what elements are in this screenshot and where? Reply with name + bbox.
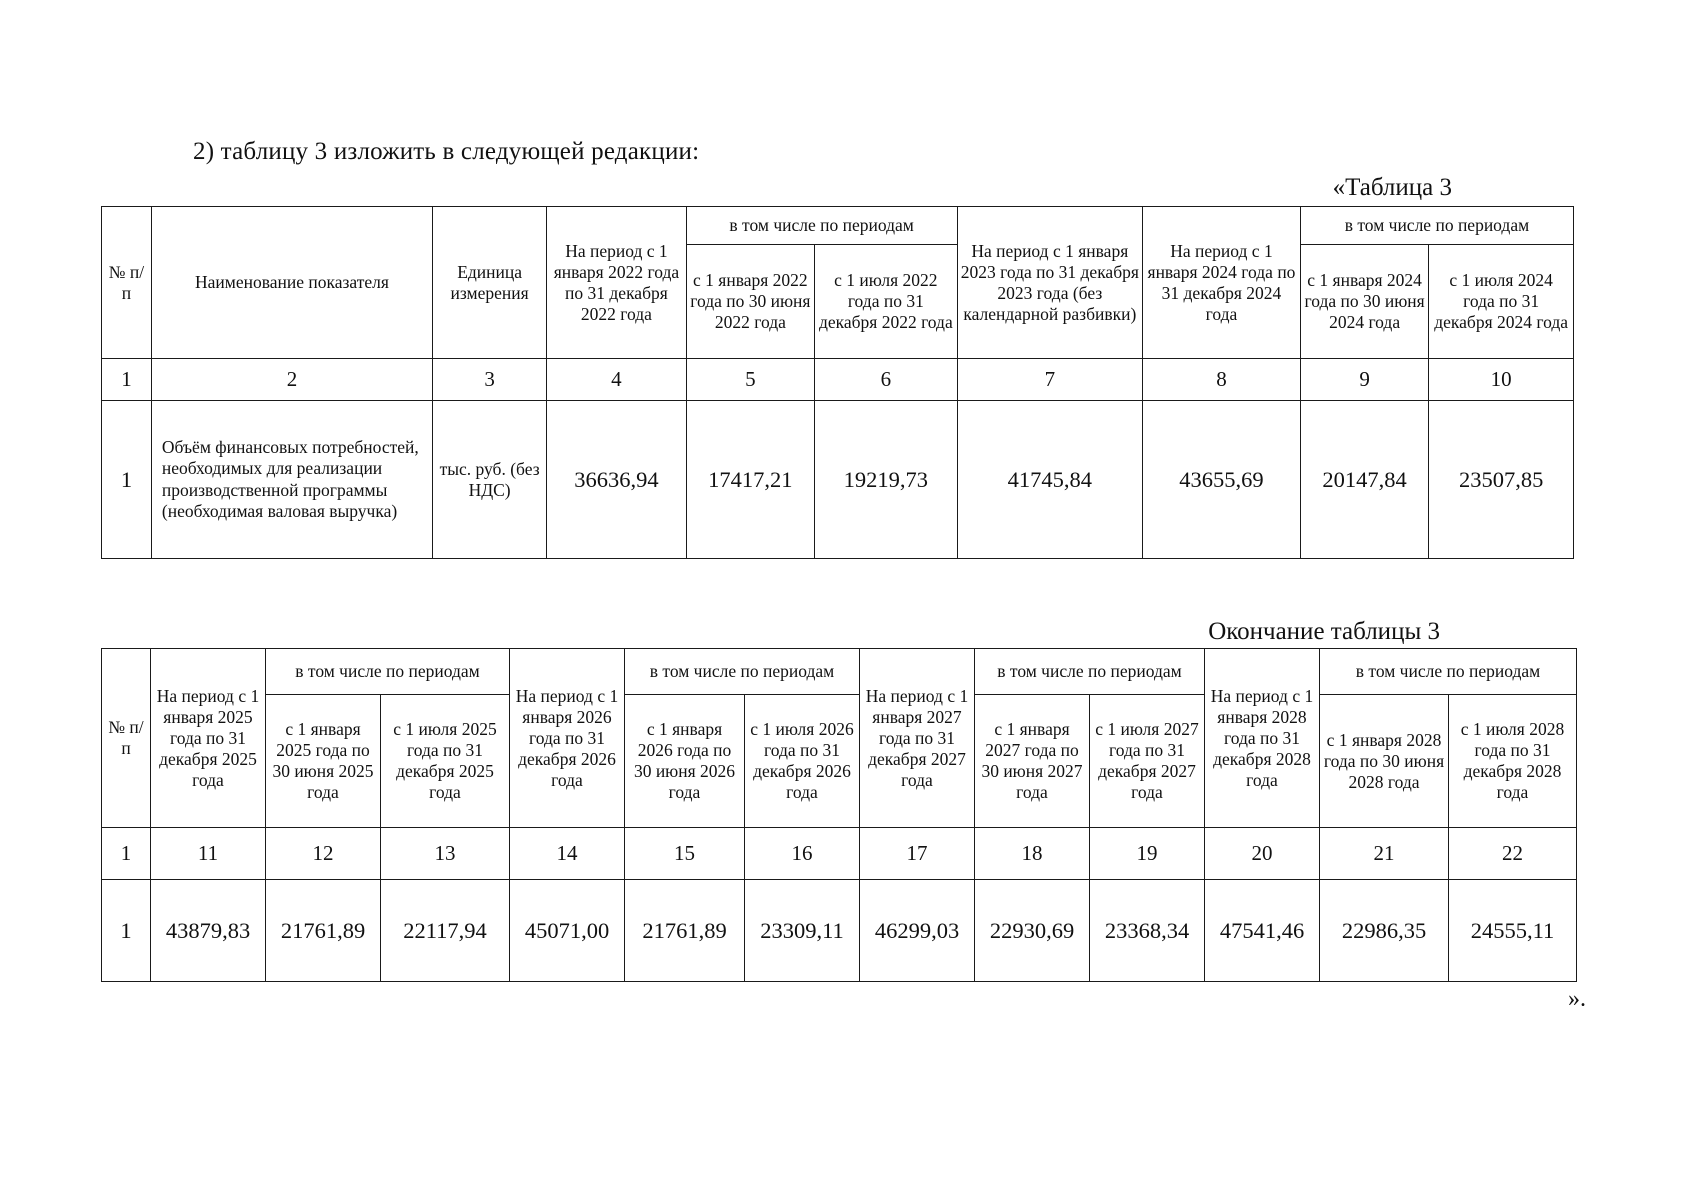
table-3-continuation-caption: Окончание таблицы 3 (1208, 618, 1440, 645)
header-period-2025: На период с 1 января 2025 года по 31 декабря 2025 года (151, 649, 266, 828)
header-period-2024: На период с 1 января 2024 года по 31 декабря 2024 года (1143, 207, 1301, 359)
table-3 (101, 206, 1574, 559)
table-3-continuation (101, 648, 1577, 982)
column-number: 4 (547, 359, 687, 401)
row-number: 1 (102, 401, 152, 559)
intro-text: 2) таблицу 3 изложить в следующей редакции: (193, 138, 700, 165)
value-period-2025: 43879,83 (151, 880, 266, 982)
column-number: 19 (1090, 828, 1205, 880)
header-h1-2026: с 1 января 2026 года по 30 июня 2026 года (625, 695, 745, 828)
header-period-2028: На период с 1 января 2028 года по 31 декабря 2028 года (1205, 649, 1320, 828)
column-number: 7 (957, 359, 1142, 401)
header-h1-2024: с 1 января 2024 года по 30 июня 2024 года (1300, 245, 1428, 359)
column-number: 3 (433, 359, 547, 401)
value-h1-2024: 20147,84 (1300, 401, 1428, 559)
header-subperiods-2022: в том числе по периодам (686, 207, 957, 245)
value-h2-2022: 19219,73 (815, 401, 958, 559)
row-number: 1 (102, 880, 151, 982)
column-number: 2 (151, 359, 432, 401)
value-h1-2028: 22986,35 (1320, 880, 1449, 982)
header-h2-2026: с 1 июля 2026 года по 31 декабря 2026 года (745, 695, 860, 828)
header-subperiods-2024: в том числе по периодам (1300, 207, 1573, 245)
value-period-2027: 46299,03 (860, 880, 975, 982)
header-subperiods-2025: в том числе по периодам (266, 649, 510, 695)
value-period-2026: 45071,00 (510, 880, 625, 982)
column-number: 6 (815, 359, 958, 401)
column-number: 10 (1429, 359, 1574, 401)
column-number: 20 (1205, 828, 1320, 880)
column-number: 14 (510, 828, 625, 880)
header-period-2022: На период с 1 января 2022 года по 31 декабря 2022 года (547, 207, 687, 359)
column-number: 16 (745, 828, 860, 880)
table-row (102, 401, 1574, 559)
column-number: 12 (266, 828, 381, 880)
value-h2-2024: 23507,85 (1429, 401, 1574, 559)
header-h1-2027: с 1 января 2027 года по 30 июня 2027 года (975, 695, 1090, 828)
column-number: 18 (975, 828, 1090, 880)
header-name: Наименование показателя (151, 207, 432, 359)
value-h2-2028: 24555,11 (1449, 880, 1577, 982)
header-h1-2022: с 1 января 2022 года по 30 июня 2022 года (686, 245, 814, 359)
column-number: 22 (1449, 828, 1577, 880)
closing-quote: ». (1568, 986, 1586, 1012)
header-subperiods-2027: в том числе по периодам (975, 649, 1205, 695)
header-subperiods-2028: в том числе по периодам (1320, 649, 1577, 695)
column-number: 15 (625, 828, 745, 880)
value-h1-2026: 21761,89 (625, 880, 745, 982)
column-number: 9 (1300, 359, 1428, 401)
column-number: 5 (686, 359, 814, 401)
column-number: 8 (1143, 359, 1301, 401)
header-subperiods-2026: в том числе по периодам (625, 649, 860, 695)
value-h1-2027: 22930,69 (975, 880, 1090, 982)
header-h2-2024: с 1 июля 2024 года по 31 декабря 2024 года (1429, 245, 1574, 359)
table-row (102, 880, 1577, 982)
column-number: 1 (102, 359, 152, 401)
header-h2-2025: с 1 июля 2025 года по 31 декабря 2025 года (381, 695, 510, 828)
column-number: 11 (151, 828, 266, 880)
value-h1-2025: 21761,89 (266, 880, 381, 982)
unit-of-measure: тыс. руб. (без НДС) (433, 401, 547, 559)
column-number: 21 (1320, 828, 1449, 880)
column-number: 1 (102, 828, 151, 880)
header-h1-2025: с 1 января 2025 года по 30 июня 2025 года (266, 695, 381, 828)
value-period-2028: 47541,46 (1205, 880, 1320, 982)
header-period-2023: На период с 1 января 2023 года по 31 декабря 2023 года (без календарной разбивки) (957, 207, 1142, 359)
value-period-2023: 41745,84 (957, 401, 1142, 559)
header-num: № п/п (102, 649, 151, 828)
indicator-name: Объём финансовых потребностей, необходимых для реализации производственной программы (необходимая валовая выручка) (151, 401, 432, 559)
header-h2-2027: с 1 июля 2027 года по 31 декабря 2027 года (1090, 695, 1205, 828)
header-period-2027: На период с 1 января 2027 года по 31 декабря 2027 года (860, 649, 975, 828)
value-h2-2026: 23309,11 (745, 880, 860, 982)
header-num: № п/п (102, 207, 152, 359)
header-h2-2022: с 1 июля 2022 года по 31 декабря 2022 года (815, 245, 958, 359)
value-h2-2025: 22117,94 (381, 880, 510, 982)
table-3-caption: «Таблица 3 (1332, 174, 1452, 201)
value-h1-2022: 17417,21 (686, 401, 814, 559)
value-period-2024: 43655,69 (1143, 401, 1301, 559)
value-h2-2027: 23368,34 (1090, 880, 1205, 982)
header-unit: Единица измерения (433, 207, 547, 359)
header-period-2026: На период с 1 января 2026 года по 31 декабря 2026 года (510, 649, 625, 828)
value-period-2022: 36636,94 (547, 401, 687, 559)
column-number: 17 (860, 828, 975, 880)
header-h1-2028: с 1 января 2028 года по 30 июня 2028 года (1320, 695, 1449, 828)
header-h2-2028: с 1 июля 2028 года по 31 декабря 2028 года (1449, 695, 1577, 828)
column-number: 13 (381, 828, 510, 880)
